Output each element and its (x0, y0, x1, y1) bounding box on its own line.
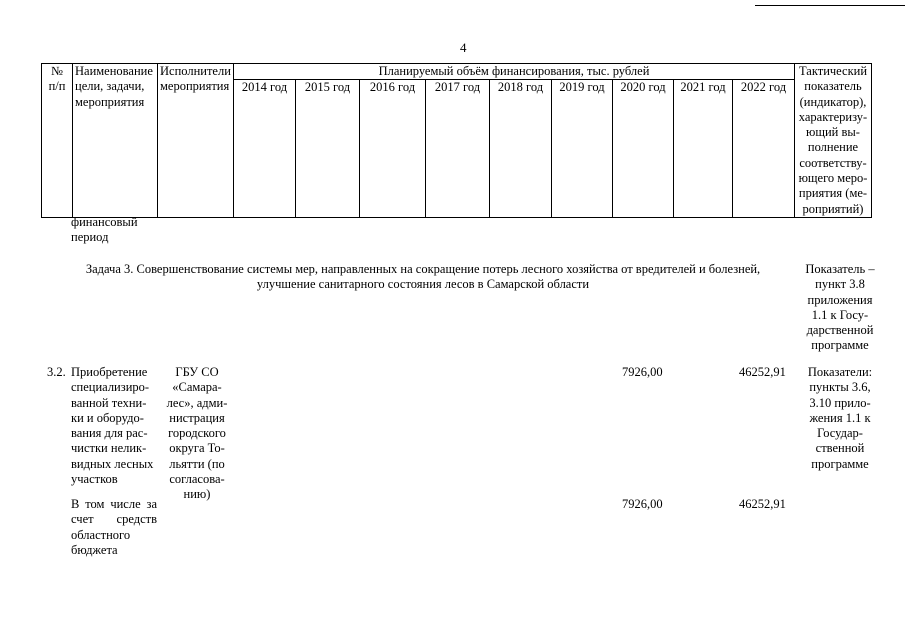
top-edge-line (755, 5, 905, 6)
financing-title: Планируемый объём финансирования, тыс. рублей (234, 64, 795, 80)
col-name-header: Наименование цели, задачи, мероприятия (73, 64, 158, 218)
row-3-2-number: 3.2. (47, 365, 66, 379)
year-2020-header: 2020 год (613, 80, 674, 218)
col-executors-header: Исполнители мероприятия (158, 64, 234, 218)
year-2014-header: 2014 год (234, 80, 296, 218)
task-indicator: Показатель – пункт 3.8 приложения 1.1 к Госу- дарственной программе (805, 262, 875, 353)
year-2018-header: 2018 год (490, 80, 552, 218)
row-3-2-name: Приобретение специализиро- ванной техни- ки и оборудо- вания для рас- чистки нелик- видных лесных участков (71, 365, 154, 487)
carry-over-text: финансовый период (71, 215, 138, 245)
row-including-name: В том числе за счет средств областного бюджета (71, 497, 157, 557)
col-indicator-header: Тактический показатель (индикатор), характеризу- ющий вы- полнение соответству- ющего меро- приятия (ме- роприятий) (795, 64, 872, 218)
financing-table-header (41, 63, 872, 218)
row-including-value-2020: 7926,00 (622, 497, 663, 511)
year-2016-header: 2016 год (360, 80, 426, 218)
row-3-2-value-2020: 7926,00 (622, 365, 663, 379)
row-3-2-value-2022: 46252,91 (739, 365, 786, 379)
task-title: Задача 3. Совершенствование системы мер, направленных на сокращение потерь лесного хозяйства от вредителей и болезней, улучшение санитарного состояния лесов в Самарской области (85, 262, 761, 292)
year-2022-header: 2022 год (733, 80, 795, 218)
year-2021-header: 2021 год (674, 80, 733, 218)
year-2019-header: 2019 год (552, 80, 613, 218)
row-3-2-executors: ГБУ СО «Самара- лес», адми- нистрация городского округа То- льятти (по согласова- нию) (166, 365, 228, 502)
year-2017-header: 2017 год (426, 80, 490, 218)
row-3-2-indicator: Показатели: пункты 3.6, 3.10 прило- жения 1.1 к Государ- ственной программе (807, 365, 873, 471)
page-number: 4 (460, 40, 467, 55)
year-2015-header: 2015 год (296, 80, 360, 218)
col-number-header: № п/п (42, 64, 73, 218)
row-including-value-2022: 46252,91 (739, 497, 786, 511)
